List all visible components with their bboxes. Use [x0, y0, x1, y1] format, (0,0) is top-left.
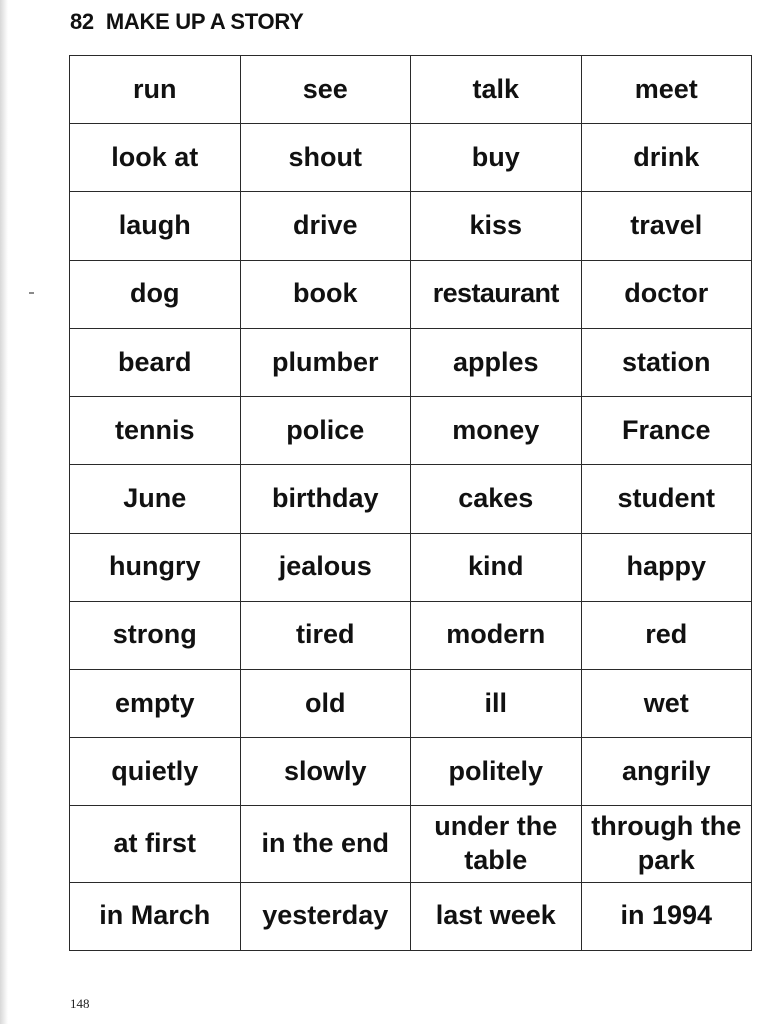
word-cell-text: station: [621, 346, 711, 377]
word-cell-text: tired: [295, 619, 355, 650]
word-cell: [411, 124, 582, 192]
word-cell-text: tennis: [114, 414, 195, 445]
word-cell-text: jealous: [278, 551, 372, 582]
grid-row: [70, 192, 752, 260]
word-grid: [69, 55, 752, 951]
word-cell: [240, 260, 411, 328]
grid-row: [70, 397, 752, 465]
word-cell-text: cakes: [458, 483, 534, 514]
word-cell-text: beard: [117, 346, 192, 377]
word-cell-text: book: [293, 278, 358, 309]
grid-row: [70, 601, 752, 669]
word-cell-text: plumber: [271, 346, 379, 377]
word-cell: [240, 124, 411, 192]
word-cell: [70, 806, 241, 882]
word-cell-text: wet: [643, 687, 689, 718]
word-cell-text: see: [302, 73, 348, 104]
word-cell: [581, 806, 752, 882]
word-cell-text: France: [621, 414, 711, 445]
grid-row: [70, 882, 752, 950]
word-cell: [240, 601, 411, 669]
word-cell-text: look at: [111, 141, 199, 172]
grid-row: [70, 124, 752, 192]
word-cell: [581, 56, 752, 124]
word-cell-text: angrily: [621, 755, 711, 786]
word-cell-text: yesterday: [262, 900, 389, 931]
word-cell-text: kind: [467, 551, 524, 582]
word-cell: [581, 397, 752, 465]
word-cell: [240, 397, 411, 465]
word-cell-text: under the table: [434, 811, 558, 876]
word-cell: [70, 738, 241, 806]
word-cell: [70, 465, 241, 533]
word-cell: [411, 669, 582, 737]
word-cell: [581, 533, 752, 601]
grid-row: [70, 465, 752, 533]
word-cell: [240, 669, 411, 737]
word-cell: [70, 533, 241, 601]
word-cell: [411, 882, 582, 950]
word-cell: [240, 806, 411, 882]
word-cell-text: police: [286, 414, 365, 445]
word-cell: [240, 882, 411, 950]
word-cell-text: quietly: [111, 755, 199, 786]
word-cell-text: ill: [484, 687, 507, 718]
word-cell-text: empty: [114, 687, 195, 718]
word-grid-body: [70, 56, 752, 951]
word-cell-text: restaurant: [432, 278, 559, 309]
word-cell-text: drive: [292, 210, 358, 241]
word-cell-text: meet: [634, 73, 698, 104]
word-cell-text: apples: [452, 346, 539, 377]
word-cell-text: shout: [288, 141, 362, 172]
word-cell: [411, 465, 582, 533]
word-cell: [411, 533, 582, 601]
word-cell-text: in 1994: [620, 900, 713, 931]
grid-row: [70, 533, 752, 601]
word-cell: [70, 260, 241, 328]
page-header: [70, 9, 303, 35]
word-cell: [581, 601, 752, 669]
word-cell-text: through the park: [591, 811, 742, 876]
grid-row: [70, 738, 752, 806]
word-cell-text: politely: [448, 755, 543, 786]
word-cell: [240, 738, 411, 806]
word-cell: [240, 328, 411, 396]
word-cell: [581, 192, 752, 260]
word-cell: [411, 328, 582, 396]
word-cell-text: in the end: [261, 828, 389, 859]
word-cell-text: at first: [113, 828, 197, 859]
word-cell-text: happy: [626, 551, 706, 582]
word-cell: [411, 56, 582, 124]
word-cell: [411, 806, 582, 882]
word-cell: [70, 124, 241, 192]
word-cell: [581, 328, 752, 396]
word-cell-text: kiss: [469, 210, 523, 241]
word-cell-text: run: [133, 73, 177, 104]
grid-row: [70, 328, 752, 396]
word-cell-text: birthday: [271, 483, 379, 514]
word-cell-text: student: [617, 483, 715, 514]
word-cell: [70, 56, 241, 124]
word-cell: [70, 882, 241, 950]
word-cell: [240, 465, 411, 533]
word-cell: [411, 192, 582, 260]
word-cell: [581, 124, 752, 192]
word-cell-text: travel: [630, 210, 703, 241]
word-cell: [70, 397, 241, 465]
word-cell-text: last week: [435, 900, 556, 931]
word-cell-text: old: [305, 687, 346, 718]
word-cell-text: buy: [471, 141, 520, 172]
word-cell: [240, 56, 411, 124]
word-cell-text: modern: [446, 619, 546, 650]
grid-row: [70, 669, 752, 737]
word-cell: [240, 192, 411, 260]
word-cell: [411, 738, 582, 806]
word-cell: [581, 260, 752, 328]
word-cell-text: talk: [472, 73, 520, 104]
word-cell: [411, 260, 582, 328]
grid-row: [70, 806, 752, 882]
word-cell-text: June: [123, 483, 187, 514]
word-cell: [581, 882, 752, 950]
word-cell: [411, 397, 582, 465]
word-cell: [70, 669, 241, 737]
page-title: MAKE UP A STORY: [105, 9, 304, 34]
word-cell-text: laugh: [118, 210, 191, 241]
word-cell-text: strong: [112, 619, 197, 650]
word-cell: [411, 601, 582, 669]
word-cell-text: hungry: [109, 551, 201, 582]
word-cell-text: slowly: [283, 755, 367, 786]
word-cell-text: red: [645, 619, 688, 650]
word-cell: [70, 192, 241, 260]
word-cell-text: drink: [633, 141, 700, 172]
word-cell-text: dog: [130, 278, 180, 309]
word-cell-text: doctor: [624, 278, 709, 309]
unit-number: 82: [70, 9, 94, 34]
grid-row: [70, 260, 752, 328]
grid-row: [70, 56, 752, 124]
stray-scan-mark: [29, 292, 34, 294]
word-cell-text: in March: [99, 900, 211, 931]
page-number: 148: [70, 996, 90, 1011]
word-cell: [240, 533, 411, 601]
page-edge-shadow: [0, 0, 8, 1024]
word-cell: [70, 328, 241, 396]
word-cell: [581, 465, 752, 533]
word-cell: [581, 669, 752, 737]
word-cell: [70, 601, 241, 669]
word-cell: [581, 738, 752, 806]
word-cell-text: money: [452, 414, 540, 445]
